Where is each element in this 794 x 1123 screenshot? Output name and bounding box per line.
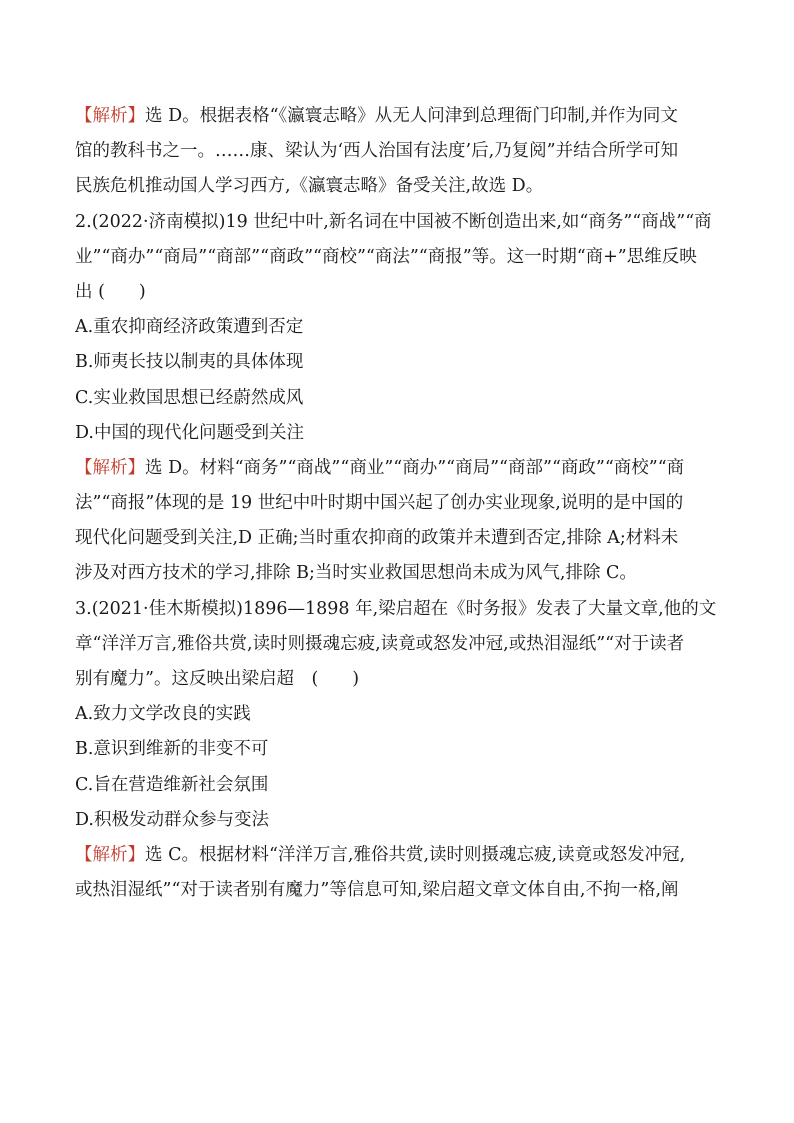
option-c: C.实业救国思想已经蔚然成风	[75, 387, 304, 408]
analysis-tag: 【解析】	[75, 106, 145, 126]
question-stem	[75, 275, 725, 310]
analysis-text: 选 D。材料“商务”“商战”“商业”“商办”“商局”“商部”“商政”“商校”“商	[145, 457, 685, 478]
document-page	[75, 99, 725, 908]
analysis-line: 涉及对西方技术的学习,排除 B;当时实业救国思想尚未成为风气,排除 C。	[75, 563, 637, 584]
option-b: B.意识到维新的非变不可	[75, 739, 269, 760]
analysis-line	[75, 451, 725, 486]
option-b: B.师夷长技以制夷的具体体现	[75, 352, 304, 373]
analysis-line: 法”“商报”体现的是 19 世纪中叶时期中国兴起了创办实业现象,说明的是中国的	[75, 493, 684, 514]
option-a: A.重农抑商经济政策遭到否定	[75, 317, 304, 338]
question-stem: 3.(2021·佳木斯模拟)1896—1898 年,梁启超在《时务报》发表了大量文章,他的文	[75, 598, 717, 619]
option-a: A.致力文学改良的实践	[75, 704, 251, 725]
question-stem: 业”“商办”“商局”“商部”“商政”“商校”“商法”“商报”等。这一时期“商+”思维反映	[75, 246, 697, 267]
option-d: D.中国的现代化问题受到关注	[75, 422, 304, 443]
analysis-line: 民族危机推动国人学习西方,《瀛寰志略》备受关注,故选 D。	[75, 176, 544, 197]
question-stem	[75, 662, 725, 697]
analysis-line: 现代化问题受到关注,D 正确;当时重农抑商的政策并未遭到否定,排除 A;材料未	[75, 528, 679, 549]
analysis-text: 选 D。根据表格“《瀛寰志略》从无人问津到总理衙门印制,并作为同文	[145, 106, 678, 126]
question-stem-text: )	[352, 669, 360, 689]
option-d: D.积极发动群众参与变法	[75, 809, 269, 830]
analysis-line	[75, 99, 725, 134]
analysis-line	[75, 838, 725, 873]
analysis-text: 选 C。根据材料“洋洋万言,雅俗共赏,读时则摄魂忘疲,读竟或怒发冲冠,	[145, 844, 686, 865]
analysis-tag: 【解析】	[75, 844, 145, 865]
question-stem-text: )	[138, 281, 146, 302]
question-stem-text: 别有魔力”。这反映出梁启超 (	[75, 669, 319, 689]
analysis-line: 馆的教科书之一。……康、梁认为‘西人治国有法度’后,乃复阅”并结合所学可知	[75, 141, 679, 162]
question-stem: 章“洋洋万言,雅俗共赏,读时则摄魂忘疲,读竟或怒发冲冠,或热泪湿纸”“对于读者	[75, 633, 685, 654]
question-stem-text: 出 (	[75, 281, 105, 302]
analysis-line: 或热泪湿纸”“对于读者别有魔力”等信息可知,梁启超文章文体自由,不拘一格,阐	[75, 880, 679, 901]
question-stem: 2.(2022·济南模拟)19 世纪中叶,新名词在中国被不断创造出来,如“商务”“商战”“商	[75, 211, 712, 232]
option-c: C.旨在营造维新社会氛围	[75, 774, 269, 795]
analysis-tag: 【解析】	[75, 457, 145, 478]
